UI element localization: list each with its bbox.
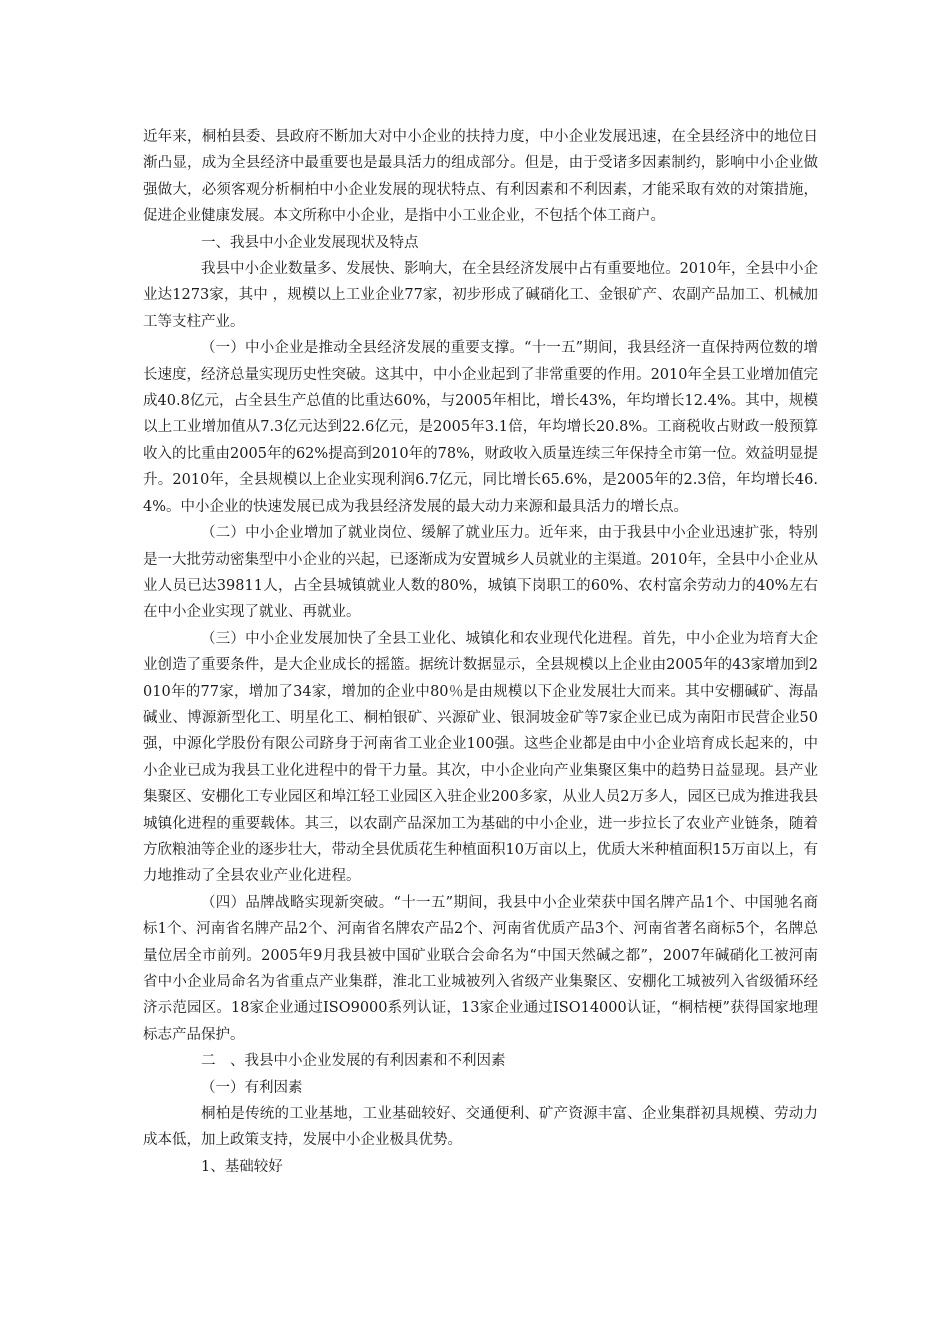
section-1-point-2-paragraph: （二）中小企业增加了就业岗位、缓解了就业压力。近年来，由于我县中小企业迅速扩张，特别是一大批劳动密集型中小企业的兴起，已逐渐成为安置城乡人员就业的主渠道。2010年，全县中小企业从业人员已达39811人，占全县城镇就业人数的80%，城镇下岗职工的60%、农村富余劳动力的40%左右在中小企业实现了就业、再就业。 [143,525,818,621]
section-1-intro-paragraph: 我县中小企业数量多、发展快、影响大，在全县经济发展中占有重要地位。2010年，全县中小企业达1273家，其中 ，规模以上工业企业77家，初步形成了碱硝化工、金银矿产、农副产品加工、机械加工等支柱产业。 [143,261,818,330]
section-2-subheading-favorable: （一）有利因素 [201,1079,303,1096]
section-2-paragraph: 桐柏是传统的工业基地，工业基础较好、交通便利、矿产资源丰富、企业集群初具规模、劳动力成本低，加上政策支持，发展中小企业极具优势。 [143,1106,818,1149]
intro-paragraph: 近年来，桐柏县委、县政府不断加大对中小企业的扶持力度，中小企业发展迅速，在全县经济中的地位日渐凸显，成为全县经济中最重要也是最具活力的组成部分。但是，由于受诸多因素制约，影响中小企业做强做大，必须客观分析桐柏中小企业发展的现状特点、有利因素和不利因素，才能采取有效的对策措施，促进企业健康发展。本文所称中小企业，是指中小工业企业，不包括个体工商户。 [143,129,818,225]
section-1-point-1-paragraph: （一）中小企业是推动全县经济发展的重要支撑。“十一五”期间，我县经济一直保持两位数的增长速度，经济总量实现历史性突破。这其中，中小企业起到了非常重要的作用。2010年全县工业增加值完成40.8亿元，占全县生产总值的比重达60%，与2005年相比，增长43%，年均增长12.4%。其中，规模以上工业增加值从7.3亿元达到22.6亿元，是2005年3.1倍，年均增长20.8%。工商税收占财政一般预算收入的比重由2005年的62%提高到2010年的78%，财政收入质量连续三年保持全市第一位。效益明显提升。2010年，全县规模以上企业实现利润6.7亿元，同比增长65.6%，是2005年的2.3倍，年均增长46.4%。中小企业的快速发展已成为我县经济发展的最大动力来源和最具活力的增长点。 [143,340,818,515]
section-2-item-1-heading: 1、基础较好 [201,1158,283,1175]
section-1-point-4-paragraph: （四）品牌战略实现新突破。“十一五”期间，我县中小企业荣获中国名牌产品1个、中国驰名商标1个、河南省名牌产品2个、河南省名牌农产品2个、河南省优质产品3个、河南省著名商标5个，名牌总量位居全市前列。2005年9月我县被中国矿业联合会命名为“中国天然碱之都”，2007年碱硝化工被河南省中小企业局命名为省重点产业集群，淮北工业城被列入省级产业集聚区、安棚化工城被列入省级循环经济示范园区。18家企业通过ISO9000系列认证，13家企业通过ISO14000认证，“桐桔梗”获得国家地理标志产品保护。 [143,894,818,1043]
section-1-heading: 一、我县中小企业发展现状及特点 [201,234,419,251]
section-1-point-3-paragraph: （三）中小企业发展加快了全县工业化、城镇化和农业现代化进程。首先，中小企业为培育大企业创造了重要条件，是大企业成长的摇篮。据统计数据显示，全县规模以上企业由2005年的43家增加到2010年的77家，增加了34家，增加的企业中80％是由规模以下企业发展壮大而来。其中安棚碱矿、海晶碱业、博源新型化工、明星化工、桐柏银矿、兴源矿业、银洞坡金矿等7家企业已成为南阳市民营企业50强，中源化学股份有限公司跻身于河南省工业企业100强。这些企业都是由中小企业培育成长起来的，中小企业已成为我县工业化进程中的骨干力量。其次，中小企业向产业集聚区集中的趋势日益显现。县产业集聚区、安棚化工专业园区和埠江轻工业园区入驻企业200多家，从业人员2万多人，园区已成为推进我县城镇化进程的重要载体。其三，以农副产品深加工为基础的中小企业，进一步拉长了农业产业链条，随着方欣粮油等企业的逐步壮大，带动全县优质花生种植面积10万亩以上，优质大米种植面积15万亩以上，有力地推动了全县农业产业化进程。 [143,630,818,885]
document-body [143,124,818,1180]
section-2-heading: 二 、我县中小企业发展的有利因素和不利因素 [201,1053,506,1070]
